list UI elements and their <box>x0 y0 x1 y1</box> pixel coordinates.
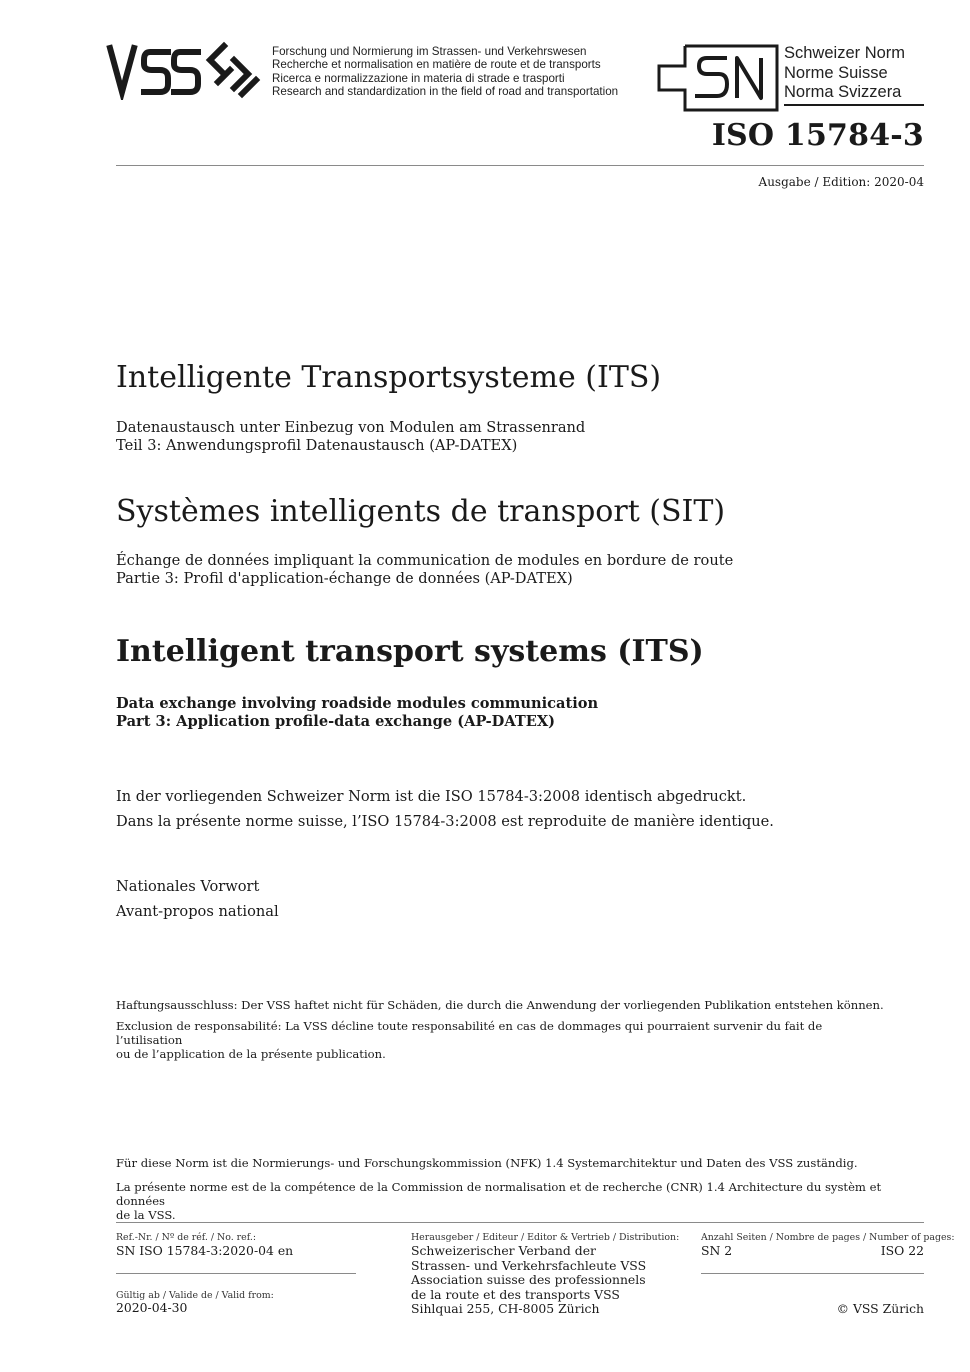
disclaimer-fr <box>116 1019 856 1061</box>
tagline-fr: Recherche et normalisation en matière de route et de transports <box>272 58 601 72</box>
edition: Ausgabe / Edition: 2020-04 <box>758 175 924 189</box>
sn-names <box>784 44 905 103</box>
reference-rule <box>116 1273 356 1274</box>
page-count-rule <box>701 1273 924 1274</box>
committee-de: Für diese Norm ist die Normierungs- und Forschungskommission (NFK) 1.4 Systemarchitektur und Daten des VSS zuständig. <box>116 1156 858 1170</box>
tagline-en: Research and standardization in the field of road and transportation <box>272 85 619 99</box>
subtitle-fr-line: Échange de données impliquant la communication de modules en bordure de route <box>116 552 734 569</box>
page-count-iso: ISO 22 <box>880 1243 924 1258</box>
committee-fr-line: de la VSS. <box>116 1208 176 1222</box>
publisher-label: Herausgeber / Editeur / Editor & Vertrieb / Distribution: <box>411 1232 680 1243</box>
committee-fr-line: La présente norme est de la compétence de la Commission de normalisation et de recherche (CNR) 1.4 Architecture du systèm et données <box>116 1180 882 1208</box>
national-foreword-de: Nationales Vorwort <box>116 878 260 895</box>
subtitle-de-line: Datenaustausch unter Einbezug von Modulen am Strassenrand <box>116 419 586 436</box>
tagline-it: Ricerca e normalizzazione in materia di strade e trasporti <box>272 71 565 85</box>
sn-name-de: Schweizer Norm <box>784 44 906 62</box>
sn-underline <box>784 104 924 106</box>
subtitle-en <box>116 695 598 731</box>
top-divider <box>116 165 924 166</box>
vss-logo <box>106 40 266 100</box>
disclaimer-fr-line: ou de l’application de la présente publication. <box>116 1047 386 1061</box>
publisher-line: Strassen- und Verkehrsfachleute VSS <box>411 1257 647 1273</box>
page-count-sn: SN 2 <box>701 1243 733 1258</box>
copyright: © VSS Zürich <box>836 1301 924 1316</box>
title-fr: Systèmes intelligents de transport (SIT) <box>116 494 726 529</box>
vss-tagline <box>272 45 618 99</box>
footer-divider <box>116 1222 924 1223</box>
publisher-line: Sihlquai 255, CH-8005 Zürich <box>411 1301 600 1317</box>
committee-fr <box>116 1180 896 1222</box>
national-foreword-fr: Avant-propos national <box>116 903 279 920</box>
sn-logo <box>657 44 779 112</box>
subtitle-en-line: Part 3: Application profile-data exchange (AP-DATEX) <box>116 713 556 730</box>
title-de: Intelligente Transportsysteme (ITS) <box>116 360 662 395</box>
reference-number: SN ISO 15784-3:2020-04 en <box>116 1243 294 1258</box>
sn-name-it: Norma Svizzera <box>784 83 902 101</box>
subtitle-de-line: Teil 3: Anwendungsprofil Datenaustausch (AP-DATEX) <box>116 437 518 454</box>
subtitle-fr <box>116 552 733 588</box>
identity-statement-fr: Dans la présente norme suisse, l’ISO 15784-3:2008 est reproduite de manière identique. <box>116 813 774 830</box>
subtitle-fr-line: Partie 3: Profil d'application-échange de données (AP-DATEX) <box>116 570 573 587</box>
disclaimer-fr-line: Exclusion de responsabilité: La VSS décline toute responsabilité en cas de dommages qui pourraient survenir du fait de l’utilisation <box>116 1019 823 1047</box>
subtitle-en-line: Data exchange involving roadside modules communication <box>116 695 599 712</box>
identity-statement-de: In der vorliegenden Schweizer Norm ist die ISO 15784-3:2008 identisch abgedruckt. <box>116 788 747 805</box>
valid-from-label: Gültig ab / Valide de / Valid from: <box>116 1290 274 1301</box>
valid-from-date: 2020-04-30 <box>116 1300 188 1315</box>
title-en: Intelligent transport systems (ITS) <box>116 634 704 669</box>
publisher-address <box>411 1244 646 1317</box>
tagline-de: Forschung und Normierung im Strassen- und Verkehrswesen <box>272 45 587 58</box>
subtitle-de <box>116 419 585 455</box>
publisher-line: Association suisse des professionnels <box>411 1272 646 1288</box>
publisher-line: de la route et des transports VSS <box>411 1286 620 1302</box>
page-count-label: Anzahl Seiten / Nombre de pages / Number of pages: <box>701 1232 955 1243</box>
standard-number: ISO 15784-3 <box>711 118 924 153</box>
disclaimer-de: Haftungsausschluss: Der VSS haftet nicht für Schäden, die durch die Anwendung der vorliegenden Publikation entstehen können. <box>116 998 884 1012</box>
reference-label: Ref.-Nr. / Nº de réf. / No. ref.: <box>116 1232 256 1243</box>
publisher-line: Schweizerischer Verband der <box>411 1243 596 1258</box>
sn-name-fr: Norme Suisse <box>784 63 888 82</box>
